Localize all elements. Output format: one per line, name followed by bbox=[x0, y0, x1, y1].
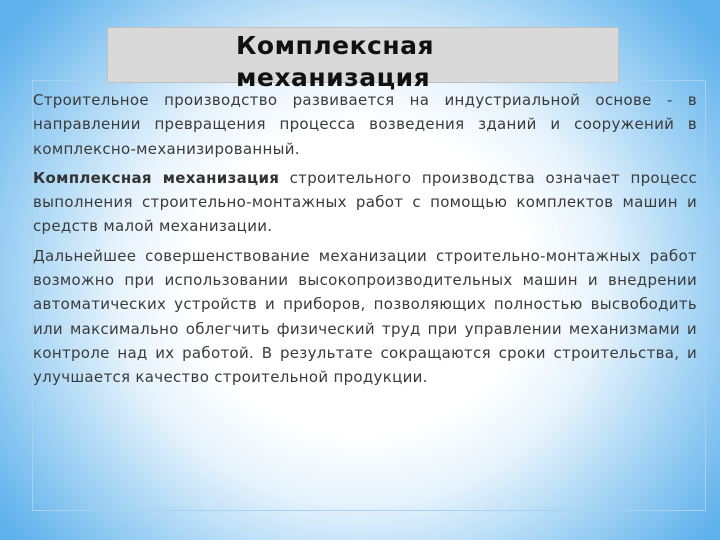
definition-text: строительного производства означает процесс выполнения строительно-монтажных работ с помощью комплектов машин и средств малой механизации. bbox=[33, 168, 697, 236]
paragraph-industrial-basis: Строительное производство развивается на индустриальной основе - в направлении превращения процесса возведения зданий и сооружений в комплексно-механизированный. bbox=[33, 91, 697, 158]
slide-title-line-1: Комплексная bbox=[236, 31, 435, 60]
title-box bbox=[107, 27, 619, 92]
paragraph-further-improvement: Дальнейшее совершенствование механизации строительно-монтажных работ возможно при использовании высокопроизводительных машин и внедрении автоматических устройств и приборов, позволяющих полностью высвободить или максимально облегчить физический труд при управлении механизмами и контроле над их работой. В результате сокращаются сроки строительства, и улучшается качество строительной продукции. bbox=[33, 246, 697, 387]
term-complex-mechanization: Комплексная механизация bbox=[33, 168, 280, 187]
slide-title bbox=[236, 30, 596, 94]
slide-title-line-2: механизация bbox=[236, 63, 431, 92]
body-text bbox=[33, 88, 697, 395]
paragraph-definition bbox=[33, 166, 697, 239]
